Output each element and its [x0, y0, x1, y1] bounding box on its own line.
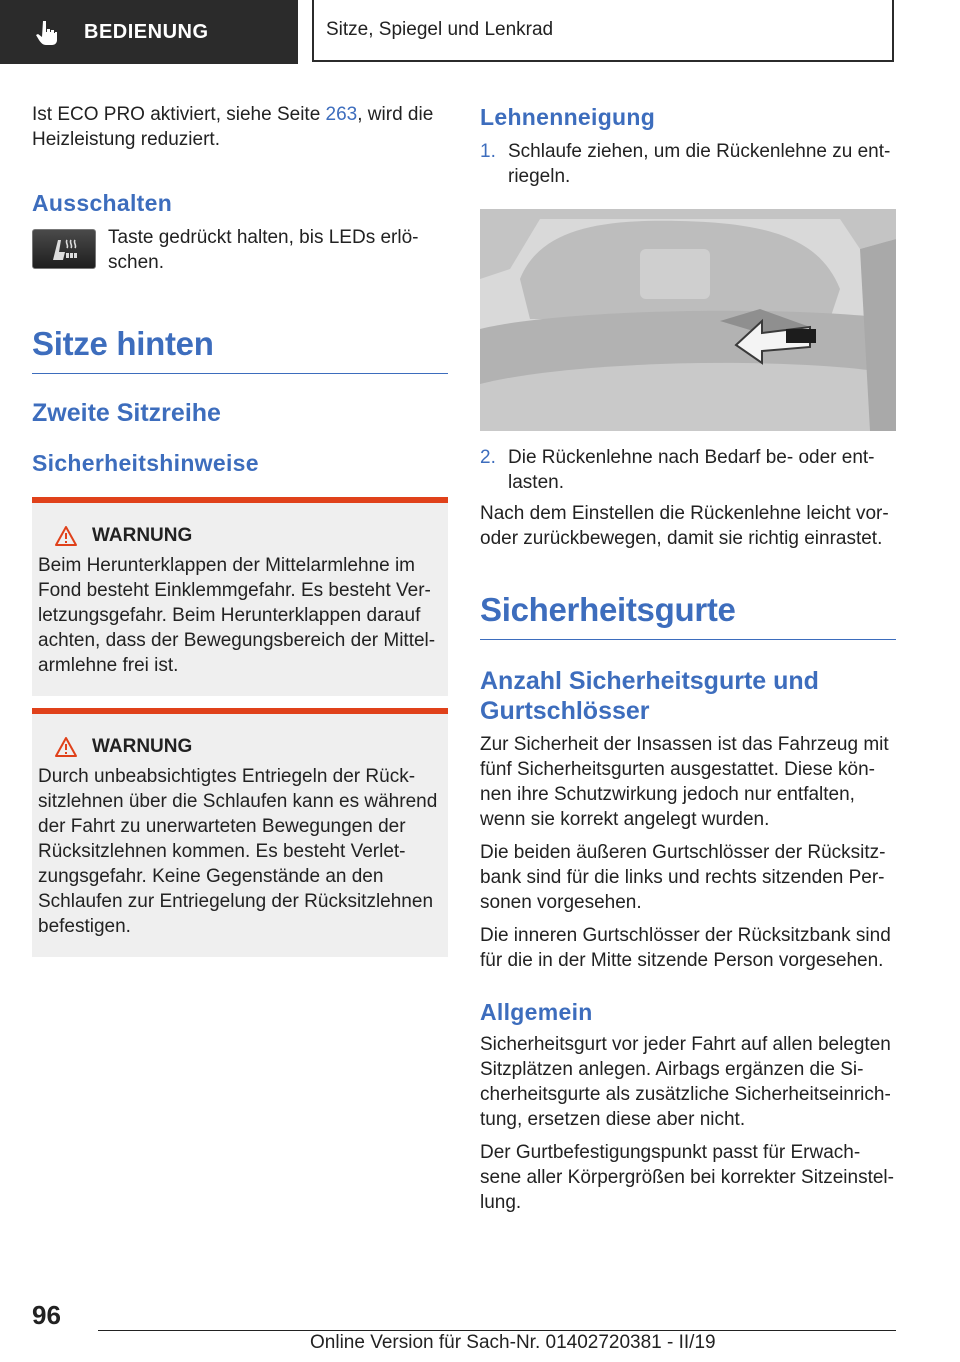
sitze-hinten-heading: Sitze hinten — [32, 325, 214, 362]
page-link-263[interactable]: 263 — [325, 104, 358, 125]
ausschalten-heading: Ausschalten — [32, 190, 173, 216]
after-steps-text: Nach dem Einstellen die Rückenlehne leicht vor- oder zurückbewegen, damit sie richtig einrastet. — [480, 503, 889, 549]
seat-heating-icon — [49, 236, 79, 262]
warning-triangle-icon — [54, 736, 78, 758]
sicherheitsgurte-heading: Sicherheitsgurte — [480, 591, 736, 628]
step-2-text: Die Rückenlehne nach Bedarf be- oder ent-lasten. — [508, 447, 875, 493]
ausschalten-row — [32, 225, 448, 275]
intro-text-pre: Ist ECO PRO aktiviert, siehe Seite — [32, 104, 326, 125]
page-number: 96 — [32, 1300, 61, 1330]
warning-label-1: WARNUNG — [92, 525, 193, 546]
online-version-text: Online Version für Sach-Nr. 01402720381 - II/19 — [310, 1332, 716, 1353]
right-column — [480, 100, 896, 1215]
hand-pointer-icon — [34, 18, 62, 46]
footer-rule — [98, 1330, 896, 1331]
step-1-text: Schlaufe ziehen, um die Rückenlehne zu ent-riegeln. — [508, 141, 891, 187]
lehnenneigung-heading: Lehnenneigung — [480, 104, 656, 130]
chapter-label: BEDIENUNG — [84, 20, 209, 43]
zweite-sitzreihe-heading: Zweite Sitzreihe — [32, 399, 221, 427]
anzahl-paragraph-3: Die inneren Gurtschlösser der Rücksitzbank sind für die in der Mitte sitzende Person vorgesehen. — [480, 925, 891, 971]
section-title-text: Sitze, Spiegel und Lenkrad — [326, 19, 554, 40]
anzahl-heading: Anzahl Sicherheitsgurte und Gurtschlösser — [480, 667, 819, 725]
heading-rule — [480, 639, 896, 640]
header-tab — [0, 0, 298, 64]
eco-pro-paragraph — [32, 102, 448, 152]
step-1 — [480, 139, 896, 189]
warning-box-1 — [32, 497, 448, 696]
anzahl-paragraph-2: Die beiden äußeren Gurtschlösser der Rücksitz-bank sind für die links und rechts sitzenden Per-sonen vorgesehen. — [480, 842, 886, 913]
warning-title-1 — [38, 525, 442, 547]
step-1-number: 1. — [480, 141, 496, 162]
section-title — [312, 0, 894, 62]
ausschalten-text: Taste gedrückt halten, bis LEDs erlö-schen. — [108, 227, 419, 273]
left-column — [32, 100, 448, 957]
step-2 — [480, 445, 896, 495]
allgemein-paragraph-1: Sicherheitsgurt vor jeder Fahrt auf allen belegten Sitzplätzen anlegen. Airbags ergänzen die Si-cherheitsgurte als zusätzliche Sicherheitseinrich-tung, ersetzen diese aber nicht. — [480, 1034, 891, 1130]
heading-rule — [32, 373, 448, 374]
sicherheitshinweise-heading: Sicherheitshinweise — [32, 450, 259, 476]
warning-box-2 — [32, 708, 448, 957]
allgemein-paragraph-2: Der Gurtbefestigungspunkt passt für Erwach-sene aller Körpergrößen bei korrekter Sitzeinstel-lung. — [480, 1142, 894, 1213]
warning-text-2: Durch unbeabsichtigtes Entriegeln der Rück-sitzlehnen über die Schlaufen kann es während der Fahrt zu unerwarteten Bewegungen der Rücksitzlehnen kommen. Es besteht Verlet-zungsgefahr. Keine Gegenstände an den Schlaufen zur Entriegelung der Rücksitzlehnen befestigen. — [38, 766, 438, 937]
warning-title-2 — [38, 736, 442, 758]
warning-label-2: WARNUNG — [92, 736, 193, 757]
step-2-number: 2. — [480, 447, 496, 468]
rear-seat-illustration — [480, 209, 896, 431]
warning-triangle-icon — [54, 525, 78, 547]
allgemein-heading: Allgemein — [480, 999, 593, 1025]
rear-seat-photo — [480, 209, 896, 431]
warning-text-1: Beim Herunterklappen der Mittelarmlehne im Fond besteht Einklemmgefahr. Es besteht Ver-letzungsgefahr. Beim Herunterklappen darauf achten, dass der Bewegungsbereich der Mittel-armlehne frei ist. — [38, 555, 436, 676]
intro-text-post: , wird die Heizleistung reduziert. — [32, 104, 434, 150]
seat-heating-button-image — [32, 229, 96, 269]
anzahl-paragraph-1: Zur Sicherheit der Insassen ist das Fahrzeug mit fünf Sicherheitsgurten ausgestattet. Diese kön-nen ihre Schutzwirkung jedoch nur entfalten, wenn sie korrekt angelegt wurden. — [480, 734, 889, 830]
